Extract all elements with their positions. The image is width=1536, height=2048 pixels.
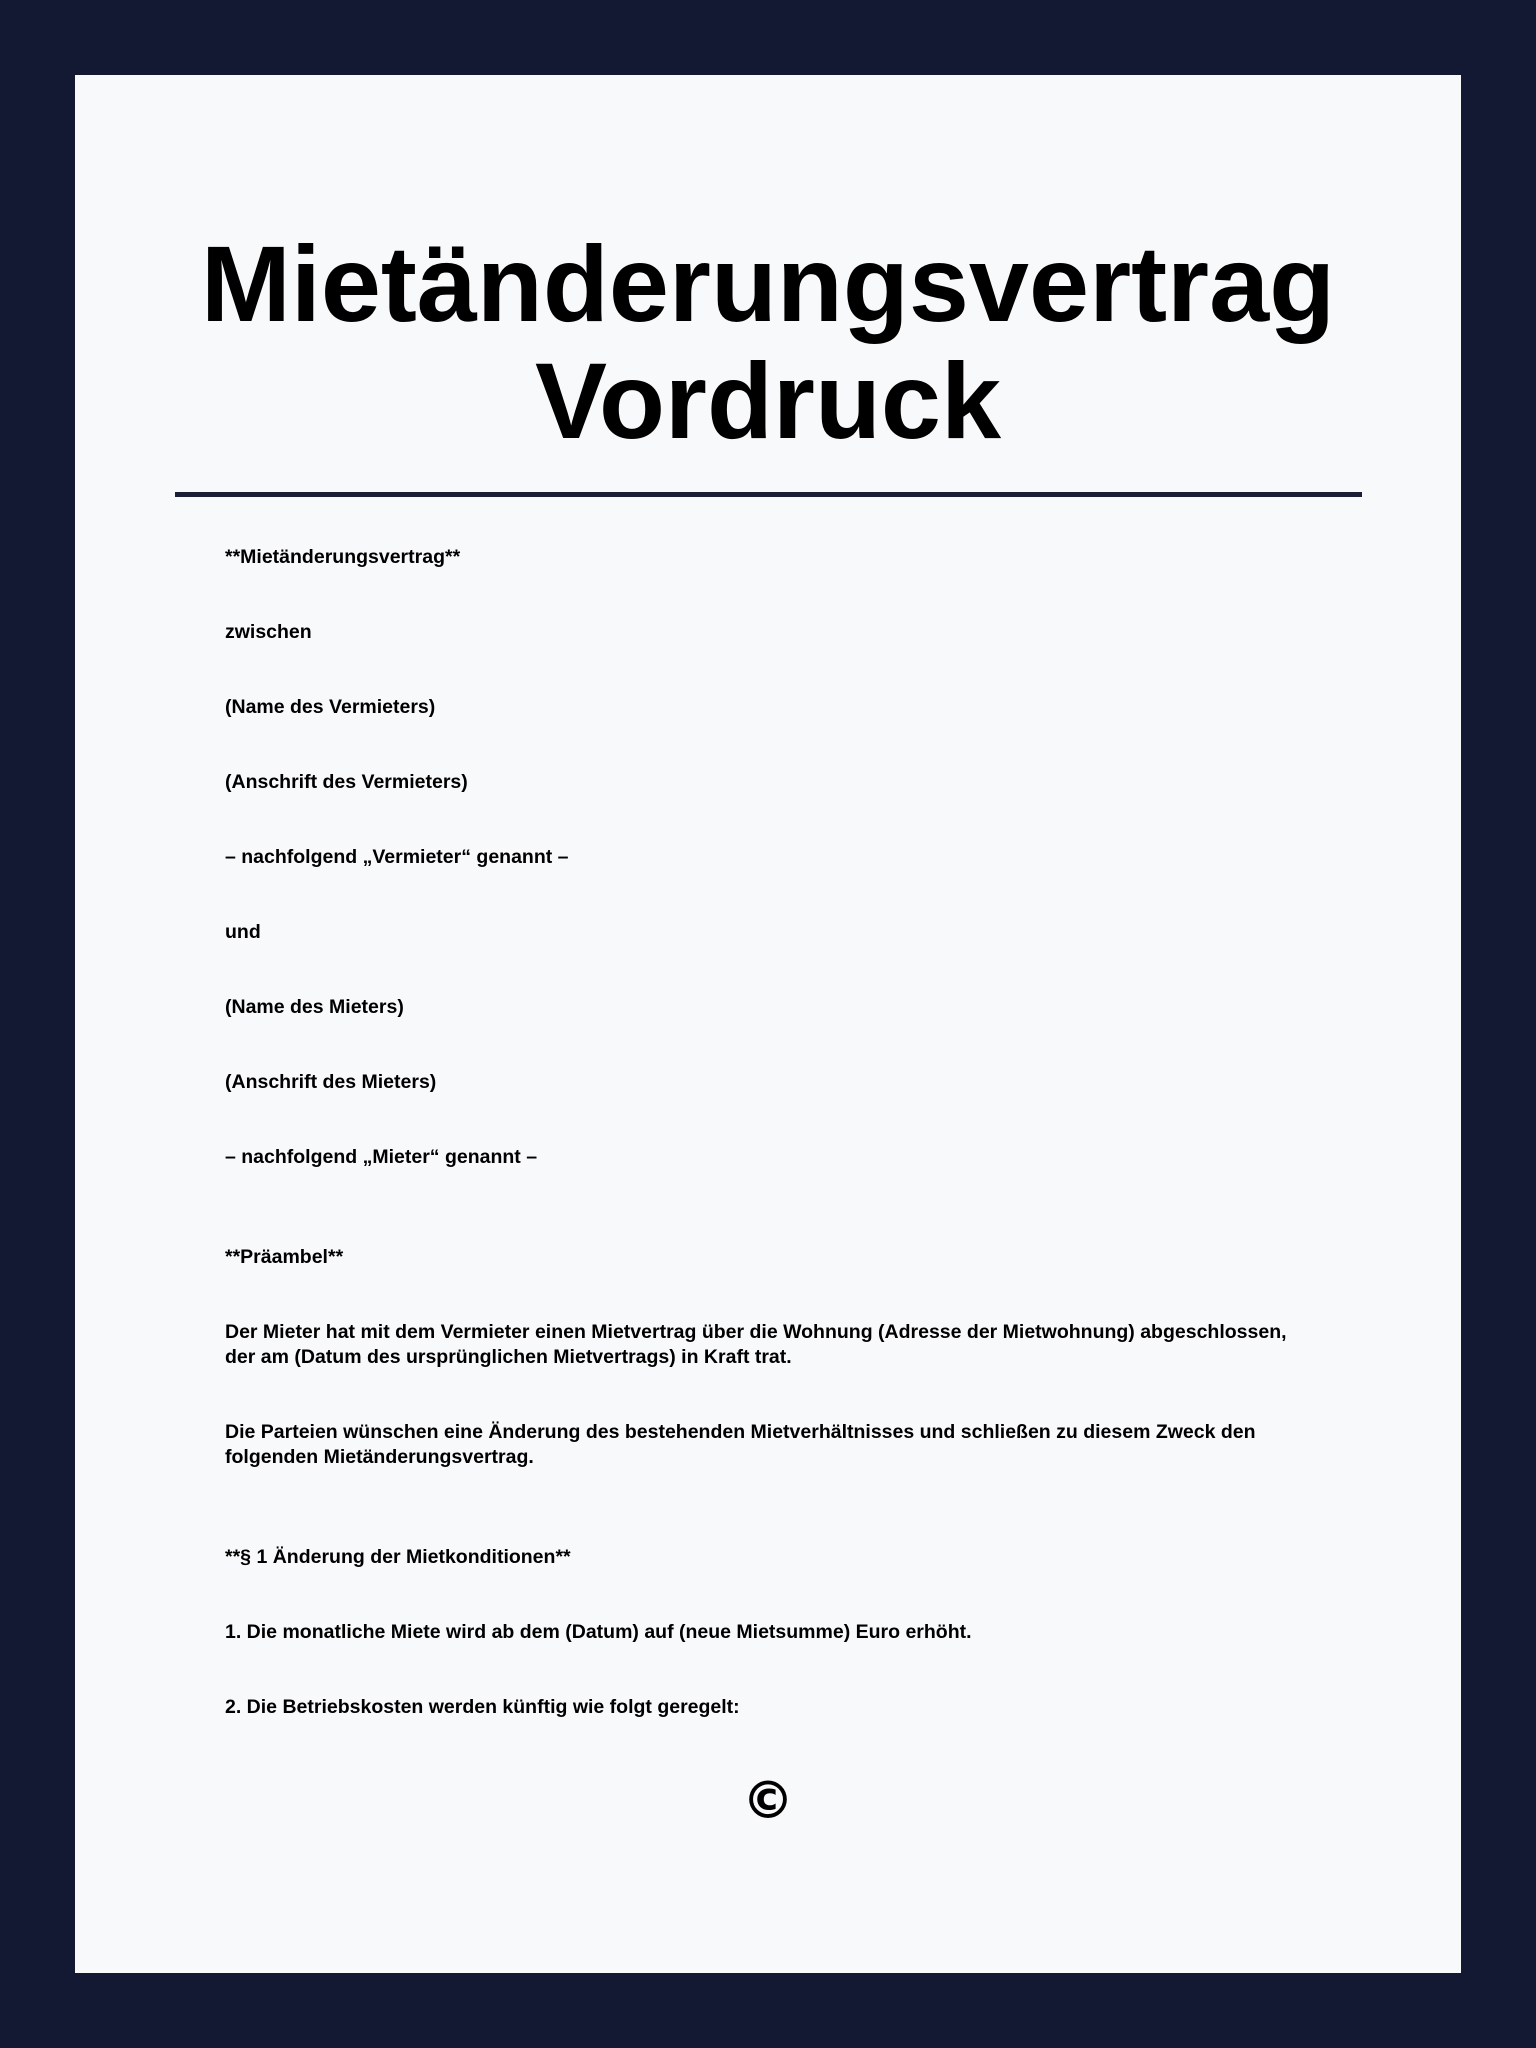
title-line-1: Mietänderungsvertrag	[200, 223, 1336, 344]
title-line-2: Vordruck	[534, 340, 1002, 461]
text-and: und	[225, 921, 261, 943]
text-tenant-designation: – nachfolgend „Mieter“ genannt –	[225, 1146, 538, 1168]
document-page	[75, 75, 1461, 1973]
heading-section-1: **§ 1 Änderung der Mietkonditionen**	[225, 1546, 571, 1568]
heading-preamble: **Präambel**	[225, 1246, 344, 1268]
field-tenant-name: (Name des Mieters)	[225, 996, 404, 1018]
section-1-item-2: 2. Die Betriebskosten werden künftig wie folgt geregelt:	[225, 1696, 740, 1718]
copyright-icon: ©	[742, 1771, 794, 1831]
text-between: zwischen	[225, 621, 312, 643]
document-title	[75, 225, 1461, 459]
preamble-line-2: der am (Datum des ursprünglichen Mietvertrags) in Kraft trat.	[225, 1346, 792, 1368]
heading-contract: **Mietänderungsvertrag**	[225, 546, 461, 568]
preamble-line-4: folgenden Mietänderungsvertrag.	[225, 1446, 534, 1468]
preamble-line-1: Der Mieter hat mit dem Vermieter einen Mietvertrag über die Wohnung (Adresse der Mietwohnung) abgeschlossen,	[225, 1321, 1287, 1343]
preamble-line-3: Die Parteien wünschen eine Änderung des bestehenden Mietverhältnisses und schließen zu diesem Zweck den	[225, 1421, 1256, 1443]
text-landlord-designation: – nachfolgend „Vermieter“ genannt –	[225, 846, 569, 868]
field-landlord-address: (Anschrift des Vermieters)	[225, 771, 468, 793]
section-1-item-1: 1. Die monatliche Miete wird ab dem (Datum) auf (neue Mietsumme) Euro erhöht.	[225, 1621, 972, 1643]
title-divider	[175, 492, 1362, 497]
field-landlord-name: (Name des Vermieters)	[225, 696, 436, 718]
field-tenant-address: (Anschrift des Mieters)	[225, 1071, 437, 1093]
